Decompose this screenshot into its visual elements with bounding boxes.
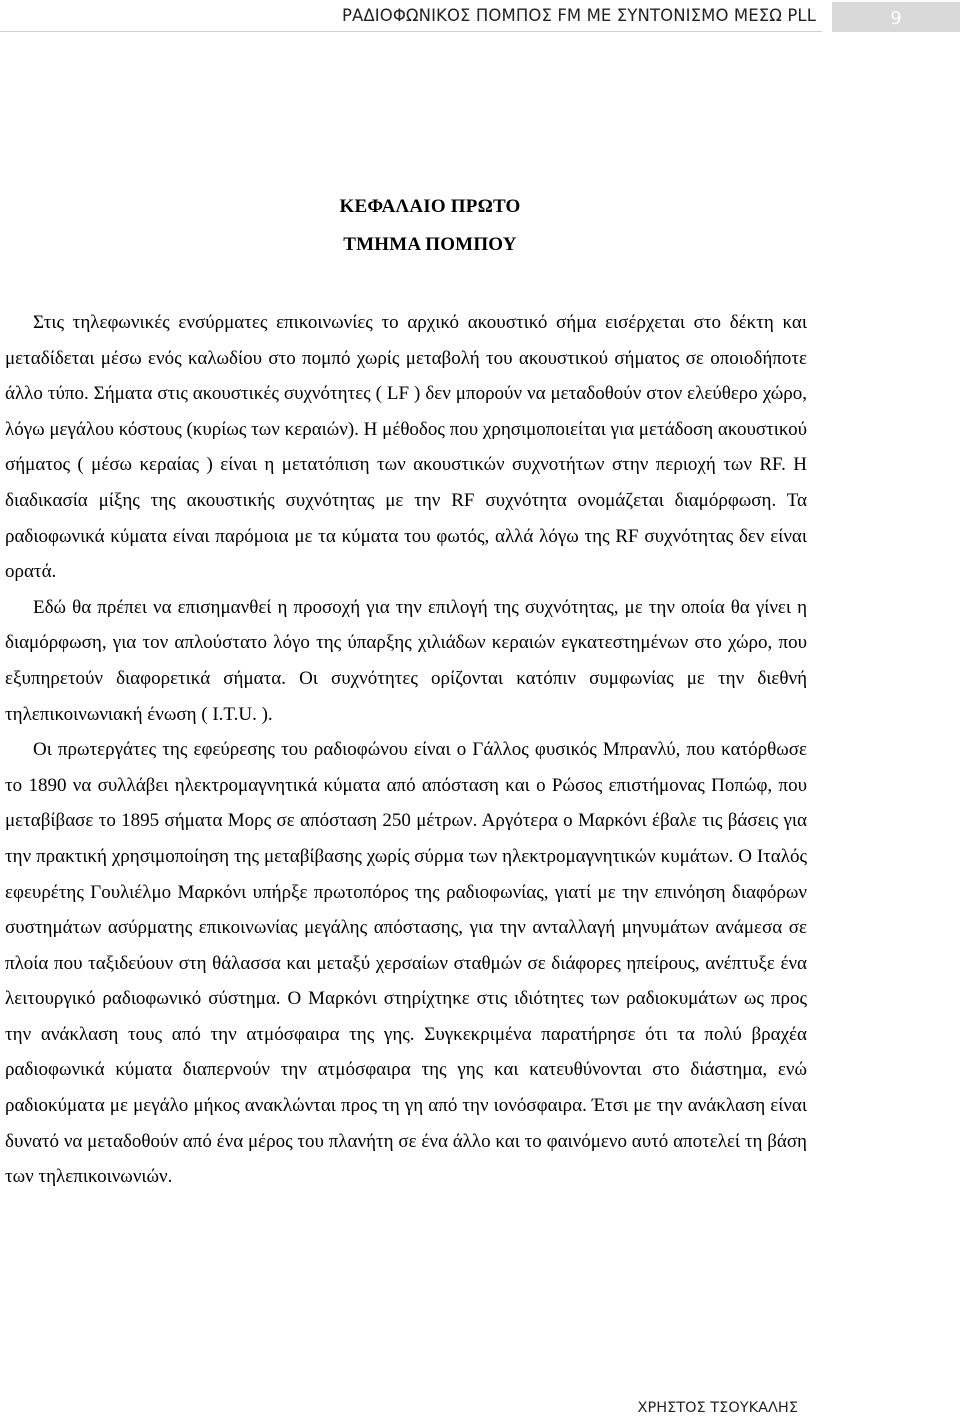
paragraph-1: Στις τηλεφωνικές ενσύρματες επικοινωνίες το αρχικό ακουστικό σήμα εισέρχεται στο δέκτη και μεταδίδεται μέσω ενός καλωδίου στο πομπό χωρίς μεταβολή του ακουστικού σήματος σε οποιοδήποτε άλλο τύπο. Σήματα στις ακουστικές συχνότητες ( LF ) δεν μπορούν να μεταδοθούν στον ελεύθερο χώρο, λόγω μεγάλου κόστους (κυρίως των κεραιών). Η μέθοδος που χρησιμοποιείται για μετάδοση ακουστικού σήματος ( μέσω κεραίας ) είναι η μετατόπιση των ακουστικών συχνοτήτων στην περιοχή των RF. Η διαδικασία μίξης της ακουστικής συχνότητας με την RF συχνότητα ονομάζεται διαμόρφωση. Τα ραδιοφωνικά κύματα είναι παρόμοια με τα κύματα του φωτός, αλλά λόγω της RF συχνότητας δεν είναι ορατά.	[5, 312, 807, 583]
chapter-title: ΚΕΦΑΛΑΙΟ ΠΡΩΤΟ	[339, 196, 521, 217]
page-number: 9	[832, 2, 960, 32]
paragraph-2: Εδώ θα πρέπει να επισημανθεί η προσοχή για την επιλογή της συχνότητας, με την οποία θα γίνει η διαμόρφωση, για τον απλούστατο λόγο της ύπαρξης χιλιάδων κεραιών εγκατεστημένων στο χώρο, που εξυπηρετούν διαφορετικά σήματα. Οι συχνότητες ορίζονται κατόπιν συμφωνίας με την διεθνή τηλεπικοινωνιακή ένωση ( I.T.U. ).	[5, 596, 807, 725]
body-text	[5, 305, 807, 1195]
footer-author: ΧΡΗΣΤΟΣ ΤΣΟΥΚΑΛΗΣ	[637, 1400, 798, 1416]
header-divider	[0, 31, 822, 32]
running-header-title: ΡΑΔΙΟΦΩΝΙΚΟΣ ΠΟΜΠΟΣ FM ΜΕ ΣΥΝΤΟΝΙΣΜΟ ΜΕΣΩ PLL	[341, 6, 816, 25]
section-title: ΤΜΗΜΑ ΠΟΜΠΟΥ	[343, 234, 517, 255]
paragraph-3: Οι πρωτεργάτες της εφεύρεσης του ραδιοφώνου είναι ο Γάλλος φυσικός Μπρανλύ, που κατόρθωσε το 1890 να συλλάβει ηλεκτρομαγνητικά κύματα από απόσταση και ο Ρώσος επιστήμονας Ποπώφ, που μεταβίβασε το 1895 σήματα Μορς σε απόσταση 250 μέτρων. Αργότερα ο Μαρκόνι έβαλε τις βάσεις για την πρακτική χρησιμοποίηση της μεταβίβασης χωρίς σύρμα των ηλεκτρομαγνητικών κυμάτων. Ο Ιταλός εφευρέτης Γουλιέλμο Μαρκόνι υπήρξε πρωτοπόρος της ραδιοφωνίας, γιατί με την επινόηση διαφόρων συστημάτων ασύρματης επικοινωνίας μεγάλης απόστασης, για την ανταλλαγή μηνυμάτων ανάμεσα σε πλοία που ταξιδεύουν στη θάλασσα και μεταξύ χερσαίων σταθμών σε διάφορες ηπείρους, ανέπτυξε ένα λειτουργικό ραδιοφωνικό σύστημα. Ο Μαρκόνι στηρίχτηκε στις ιδιότητες των ραδιοκυμάτων ως προς την ανάκλαση τους από την ατμόσφαιρα της γης. Συγκεκριμένα παρατήρησε ότι τα πολύ βραχέα ραδιοφωνικά κύματα διαπερνούν την ατμόσφαιρα της γης και κατευθύνονται στο διάστημα, ενώ ραδιοκύματα με μεγάλο μήκος ανακλώνται προς τη γη από την ιονόσφαιρα. Έτσι με την ανάκλαση είναι δυνατό να μεταδοθούν από ένα μέρος του πλανήτη σε ένα άλλο και το φαινόμενο αυτό αποτελεί τη βάση των τηλεπικοινωνιών.	[5, 739, 807, 1188]
